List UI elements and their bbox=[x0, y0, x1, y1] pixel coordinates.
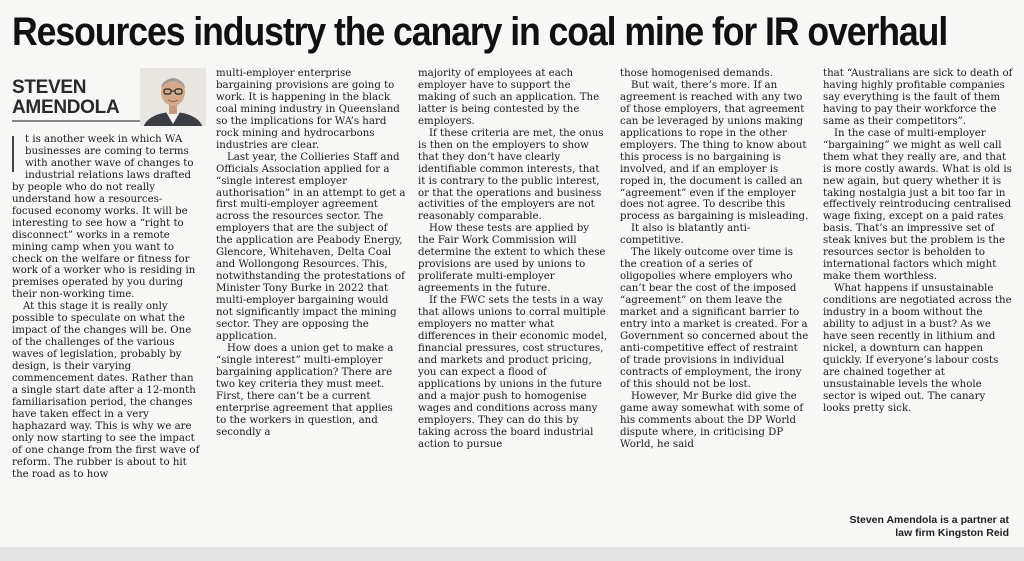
paragraph: What happens if unsustainable conditions are negotiated across the industry in a boom without the ability to adjust in a bust? As we have seen recently in lithium and nickel, a downturn can happen quickly. If everyone’s labour costs are chained together at unsustainable levels the whole sector is wiped out. The canary looks pretty sick. bbox=[823, 283, 1012, 414]
author-credit-line-1: Steven Amendola is a partner at bbox=[849, 514, 1009, 526]
paragraph: In the case of multi-employer “bargaining” we might as well call them what they really are, and that is more costly awards. What is old is new again, but query whether it is taking nostalgia just a bit too far in effectively reintroducing centralised wage fixing, except on a paid rates basis. That’s an impressive set of steak knives but the problem is the resources sector is beholden to international factors which might make them worthless. bbox=[823, 127, 1012, 283]
author-first-name: STEVEN bbox=[12, 77, 87, 98]
author-photo bbox=[140, 68, 206, 126]
paragraph: multi-employer enterprise bargaining provisions are going to work. It is happening in the black coal mining industry in Queensland so the implications for WA’s hard rock mining and hydrocarbons industries are clear. bbox=[216, 68, 400, 151]
paragraph: majority of employees at each employer have to support the making of such an application. The latter is being contested by the employers. bbox=[418, 68, 600, 127]
author-credit bbox=[823, 514, 1009, 540]
headline: Resources industry the canary in coal mine for IR overhaul bbox=[12, 10, 948, 54]
bottom-strip bbox=[0, 547, 1024, 561]
paragraph: But wait, there’s more. If an agreement is reached with any two of those employers, that agreement can be leveraged by unions making applications to rope in the other employers. The thing to know about this process is no bargaining is involved, and if an employer is roped in, the document is called an “agreement” even if the employer does not agree. To describe this process as bargaining is misleading. bbox=[620, 79, 809, 223]
column-4 bbox=[620, 68, 810, 451]
column-3 bbox=[418, 68, 608, 451]
paragraph: However, Mr Burke did give the game away somewhat with some of his comments about the DP World dispute where, in criticising DP World, he said bbox=[620, 390, 804, 450]
paragraph: How these tests are applied by the Fair Work Commission will determine the extent to which these provisions are used by unions to proliferate multi-employer agreements in the future. bbox=[418, 223, 606, 295]
drop-cap-bar bbox=[12, 136, 20, 172]
paragraph: How does a union get to make a “single interest” multi-employer bargaining application? There are two key criteria they must meet. First, there can’t be a current enterprise agreement that applies to the workers in question, and secondly a bbox=[216, 342, 394, 438]
paragraph: Last year, the Collieries Staff and Officials Association applied for a “single interest employer authorisation” in an attempt to get a first multi-employer agreement across the resources sector. The employers that are the subject of the application are Peabody Energy, Glencore, Whitehaven, Delta Coal and Wollongong Resources. This, notwithstanding the protestations of Minister Tony Burke in 2022 that multi-employer bargaining would not significantly impact the mining sector. They are opposing the application. bbox=[216, 151, 406, 342]
paragraph: At this stage it is really only possible to speculate on what the impact of the changes will be. One of the challenges of the various waves of legislation, probably by design, is their varying commencement dates. Rather than a single start date after a 12-month familiarisation period, the changes have taken effect in a very haphazard way. This is why we are only now starting to see the impact of one change from the first wave of reform. The rubber is about to hit the road as to how bbox=[12, 301, 200, 480]
author-last-name: AMENDOLA bbox=[12, 97, 120, 118]
paragraph: that “Australians are sick to death of having highly profitable companies say everything is the fault of them having to pay their workforce the same as their competitors”. bbox=[823, 68, 1013, 127]
paragraph: those homogenised demands. bbox=[620, 68, 773, 79]
column-5 bbox=[823, 68, 1013, 415]
paragraph: t is another week in which WA businesses are coming to terms with another wave of changes to industrial relations laws drafted by people who do not really understand how a resources-focused economy works. It will be interesting to see how a “right to disconnect” works in a remote mining camp when you want to check on the welfare or fitness for work of a worker who is residing in premises operated by you during their non-working time. bbox=[12, 134, 196, 301]
paragraph: If these criteria are met, the onus is then on the employers to show that they don’t have clearly identifiable common interests, that it is contrary to the public interest, or that the operations and business activities of the employers are not reasonably comparable. bbox=[418, 127, 604, 223]
paragraph: It also is blatantly anti-competitive. bbox=[620, 223, 751, 247]
author-credit-line-2: law firm Kingston Reid bbox=[895, 527, 1009, 539]
byline bbox=[12, 68, 202, 128]
author-name bbox=[12, 78, 119, 118]
column-2 bbox=[216, 68, 406, 439]
paragraph: If the FWC sets the tests in a way that allows unions to corral multiple employers no matter what differences in their economic model, financial pressures, cost structures, and markets and product pricing, you can expect a flood of applications by unions in the future and a major push to homogenise wages and conditions across many employers. They can do this by taking across the board industrial action to pursue bbox=[418, 295, 608, 450]
column-1 bbox=[12, 68, 202, 481]
paragraph: The likely outcome over time is the creation of a series of oligopolies where employers who can’t bear the cost of the imposed “agreement” on them leave the market and a significant barrier to entry into a market is created. For a Government so concerned about the anti-competitive effect of restraint of trade provisions in individual contracts of employment, the irony of this should not be lost. bbox=[620, 247, 809, 390]
